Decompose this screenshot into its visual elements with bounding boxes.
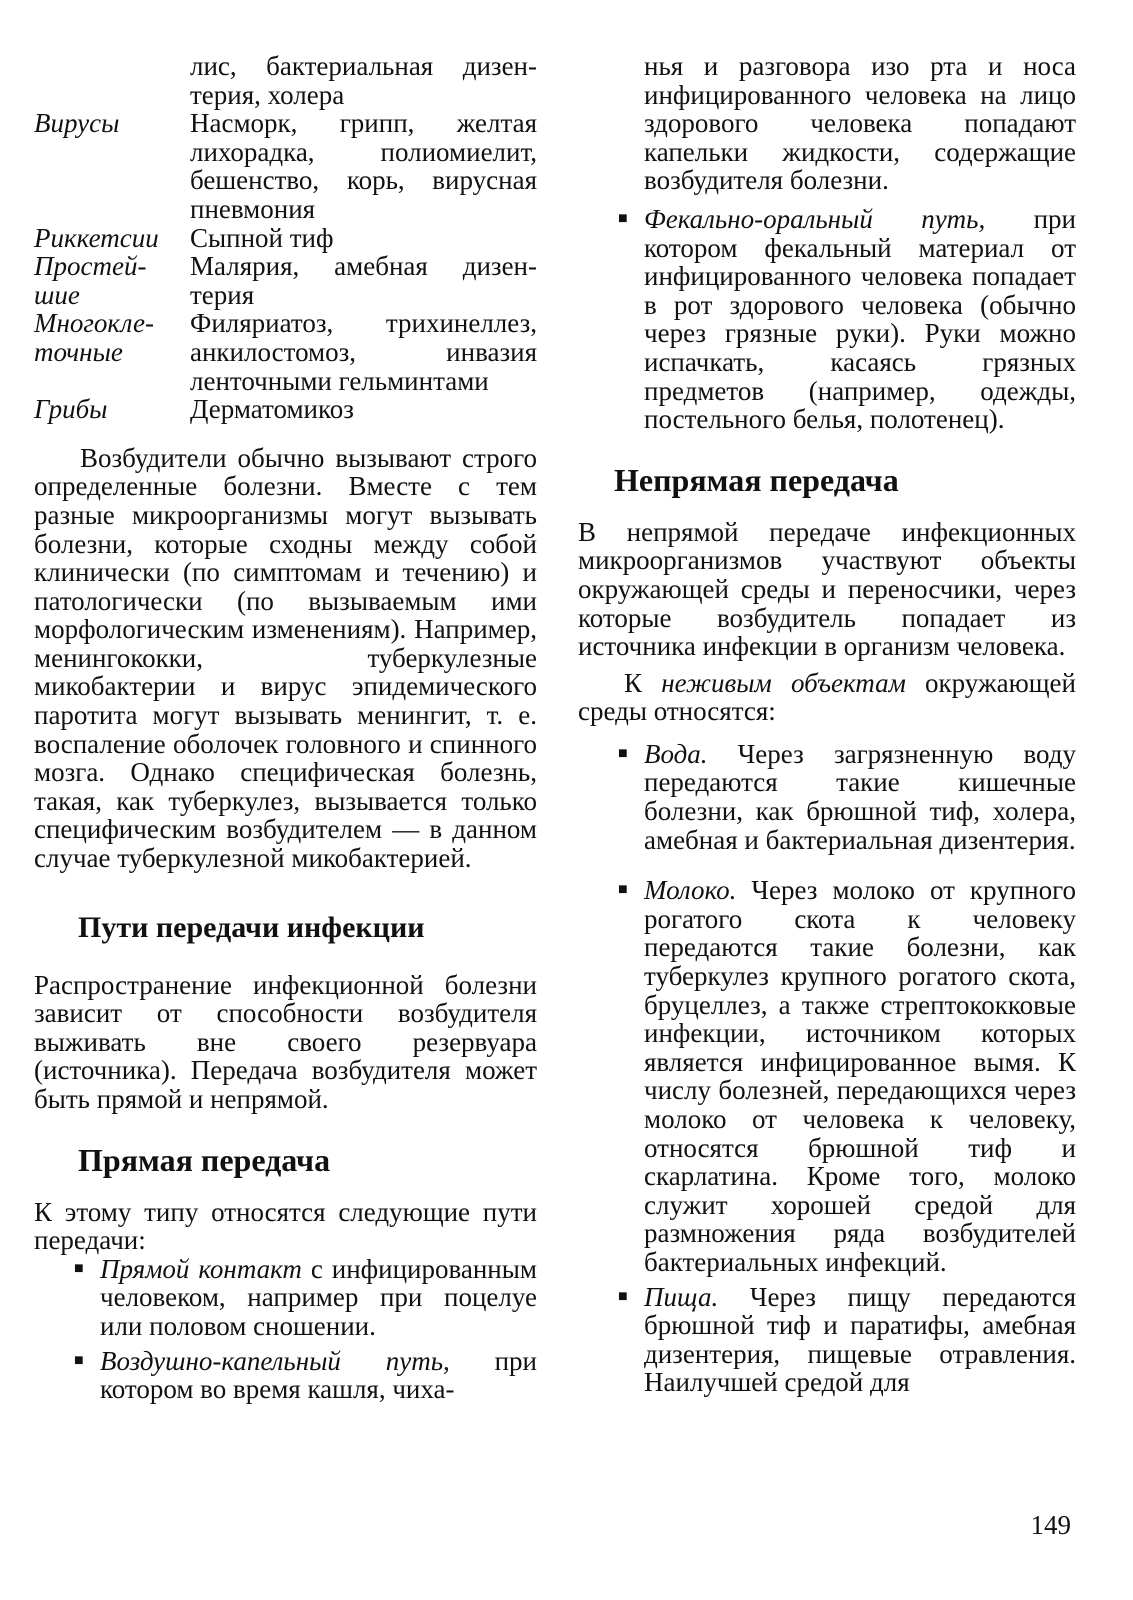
paragraph-indirect: В непрямой передаче инфекционных микроорганизмов участвуют объекты окружающей среды и переносчики, через которые возбудитель попадает из источника инфекции в организм человека. (578, 516, 1076, 662)
list-item-term: Пища. (644, 1281, 719, 1312)
table-row-label: Простей-шие (34, 251, 147, 310)
table-row-label (34, 52, 190, 109)
list-item (618, 876, 1076, 1276)
list-item-body: при котором во время кашля, чиха- (100, 1345, 537, 1405)
bullet-square-icon: ■ (618, 744, 628, 762)
list-item-text (644, 1283, 1076, 1397)
subsection-heading-direct: Прямая передача (78, 1141, 331, 1178)
paragraph-transmission: Распространение инфекционной болезни зависит от способности возбудителя выживать вне своего резервуара (источника). Передача возбудителя может быть прямой и непрямой. (34, 969, 537, 1114)
list-item-body: Через пищу передаются брюшной тиф и паратифы, амебная дизентерия, пищевые отравления. Наилучшей средой для (644, 1281, 1076, 1398)
spacer (34, 424, 537, 444)
list-item-body: с инфицированным человеком, например при поцелуе или половом сношении. (100, 1253, 537, 1341)
list-item (74, 1255, 537, 1341)
table-row (34, 109, 537, 223)
table-row-value: Филяриатоз, трихинеллез, анкилостомоз, инвазия ленточными гельминтами (190, 308, 537, 396)
table-row (34, 224, 537, 253)
list-item-term: Воздушно-капельный путь, (100, 1345, 450, 1376)
bullet-square-icon: ■ (618, 1287, 628, 1305)
table-row-value: Дерматомикоз (190, 394, 354, 425)
table-row-label: Грибы (34, 394, 108, 425)
list-item-text (644, 205, 1076, 434)
table-row (34, 309, 537, 395)
list-item-continuation (618, 52, 1076, 195)
bullet-square-icon: ■ (74, 1259, 84, 1277)
paragraph-pathogens: Возбудители обычно вызывают строго определенные болезни. Вместе с тем разные микроорганизмы могут вызывать болезни, которые сходны между собой клинически (по симптомам и течению) и патологически (по вызываемым ими морфологическим изменениям). Например, менингококки, туберкулезные микобактерии и вирус эпидемического паротита могут вызывать менингит, т. е. воспаление оболочек головного и спинного мозга. Однако специфическая болезнь, такая, как туберкулез, вызывается только специфическим возбудителем — в данном случае туберкулезной микобактерией. (34, 442, 537, 874)
bullet-square-icon: ■ (618, 881, 628, 899)
table-row-label: Риккетсии (34, 222, 159, 253)
list-item-body: нья и разговора изо рта и носа инфицированного человека на лицо здорового человека попадают капельки жидкости, содержащие возбудителя болезни. (644, 51, 1076, 196)
paragraph-direct-intro: К этому типу относятся следующие пути передачи: (34, 1196, 537, 1256)
table-row-label: Многокле-точные (34, 308, 155, 367)
table-row (34, 52, 537, 109)
list-item-term: Прямой контакт (100, 1253, 302, 1284)
list-item-body: при котором фекальный материал от инфицированного человека попадает в рот здорового человека (обычно через грязные руки). Руки можно испачкать, касаясь грязных предметов (например, одежды, постельного белья, полотенец). (644, 203, 1076, 435)
list-item-term: Фекально-оральный путь, (644, 203, 986, 234)
bullet-square-icon: ■ (74, 1351, 84, 1369)
list-item-term: Молоко. (644, 875, 737, 906)
section-heading-transmission: Пути передачи инфекции (78, 910, 425, 944)
table-row-value: Насморк, грипп, желтая лихорадка, полиомиелит, бешенство, корь, вирусная пневмония (190, 108, 537, 224)
list-item-text (100, 1255, 537, 1341)
table-row-label: Вирусы (34, 108, 120, 139)
inanimate-objects-term: неживым объектам (661, 667, 906, 698)
table-row-value: Малярия, амебная дизен-терия (190, 251, 537, 310)
list-item-term: Вода. (644, 738, 708, 769)
table-row-value: лис, бактериальная дизен-терия, холера (190, 51, 537, 110)
table-row (34, 252, 537, 309)
list-item-text (100, 1347, 537, 1404)
list-item (618, 740, 1076, 854)
table-row (34, 395, 537, 424)
left-column (34, 52, 537, 1410)
page-number: 149 (1030, 1510, 1071, 1540)
bullet-square-icon: ■ (618, 209, 628, 227)
list-item (618, 205, 1076, 434)
list-item (74, 1347, 537, 1404)
subsection-heading-indirect: Непрямая передача (614, 461, 899, 498)
list-item (618, 1283, 1076, 1397)
paragraph-inanimate-objects: К неживым объектам окружающей среды относятся: (578, 667, 1076, 727)
pathogen-table (34, 52, 537, 424)
list-item-body: Через молоко от крупного рогатого скота к человеку передаются такие болезни, как туберкулез крупного рогатого скота, бруцеллез, а также стрептококковые инфекции, источником которых является инфицированное вымя. К числу болезней, передающихся через молоко от человека к человеку, относятся брюшной тиф и скарлатина. Кроме того, молоко служит хорошей средой для размножения ряда возбудителей бактериальных инфекций. (644, 875, 1076, 1277)
right-column (578, 52, 1076, 1403)
list-item-body: Через загрязненную воду передаются такие кишечные болезни, как брюшной тиф, холера, амебная и бактериальная дизентерия. (644, 738, 1076, 855)
table-row-value: Сыпной тиф (190, 222, 334, 253)
list-item-text (644, 740, 1076, 854)
list-item-text (644, 876, 1076, 1276)
